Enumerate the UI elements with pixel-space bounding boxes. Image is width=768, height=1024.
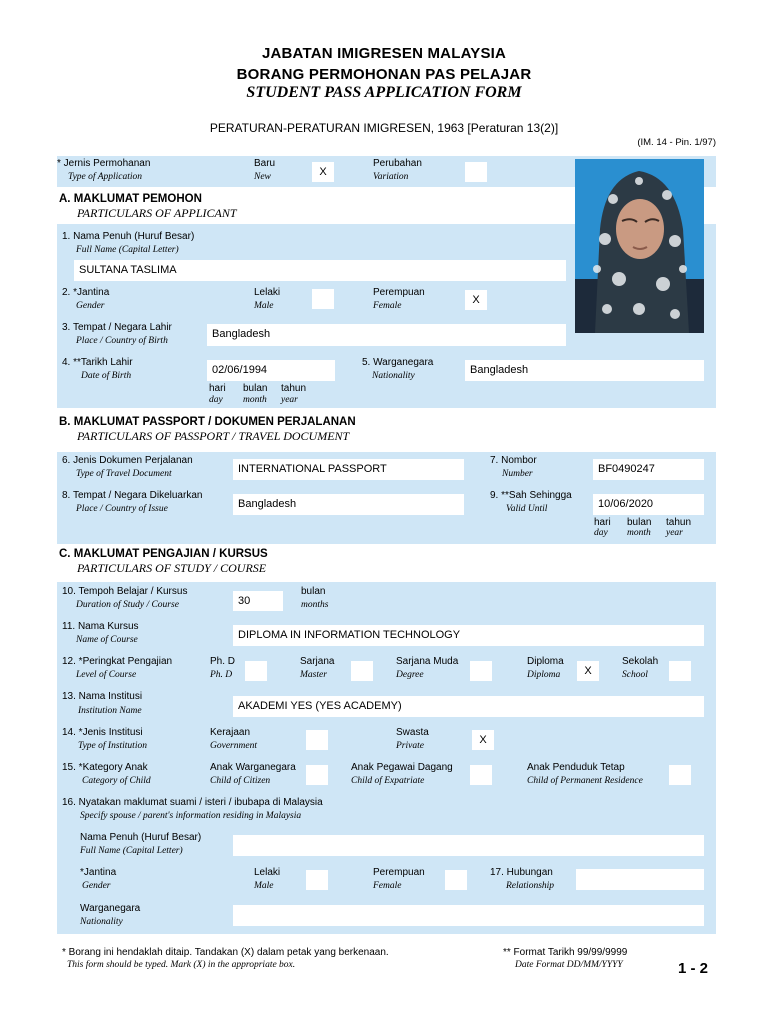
issue-place-label: 8. Tempat / Negara Dikeluarkan [62, 490, 203, 501]
dob-field[interactable]: 02/06/1994 [207, 360, 335, 381]
nationality-field[interactable]: Bangladesh [465, 360, 704, 381]
relationship-label-en: Relationship [506, 881, 555, 891]
child-pr-label-en: Child of Permanent Residence [527, 776, 643, 786]
level-label: 12. *Peringkat Pengajian [62, 656, 173, 667]
government-checkbox[interactable] [306, 730, 328, 750]
dob-year-label-en: year [281, 395, 298, 405]
footer-note: * Borang ini hendaklah ditaip. Tandakan (X) dalam petak yang berkenaan. [62, 947, 389, 958]
spouse-name-field[interactable] [233, 835, 704, 856]
spouse-female-label: Perempuan [373, 867, 425, 878]
application-type-label-en: Type of Application [68, 172, 143, 182]
new-checkbox[interactable]: X [312, 162, 334, 182]
birthplace-label-en: Place / Country of Birth [76, 336, 168, 346]
child-category-label-en: Category of Child [82, 776, 151, 786]
page-number: 1 - 2 [678, 960, 709, 977]
spouse-nationality-label: Warganegara [80, 903, 141, 914]
spouse-female-label-en: Female [373, 881, 402, 891]
new-label: Baru [254, 158, 276, 169]
male-checkbox[interactable] [312, 289, 334, 309]
level-master-checkbox[interactable] [351, 661, 373, 681]
footer-note-en: This form should be typed. Mark (X) in the appropriate box. [67, 960, 296, 970]
application-type-label: * Jernis Permohanan [57, 158, 151, 169]
government-label: Kerajaan [210, 727, 251, 738]
spouse-male-checkbox[interactable] [306, 870, 328, 890]
course-label-en: Name of Course [76, 635, 138, 645]
dob-month-label-en: month [243, 395, 267, 405]
child-expatriate-label-en: Child of Expatriate [351, 776, 425, 786]
spouse-info-label: 16. Nyatakan maklumat suami / isteri / ibubapa di Malaysia [62, 797, 323, 808]
level-degree-label-en: Degree [396, 670, 424, 680]
valid-until-label-en: Valid Until [506, 504, 548, 514]
level-phd-checkbox[interactable] [245, 661, 267, 681]
doc-number-label-en: Number [502, 469, 533, 479]
doc-type-label: 6. Jenis Dokumen Perjalanan [62, 455, 193, 466]
spouse-male-label-en: Male [254, 881, 274, 891]
months-label: bulan [301, 586, 326, 597]
birthplace-field[interactable]: Bangladesh [207, 324, 566, 346]
valid-year-label-en: year [666, 528, 683, 538]
level-diploma-label: Diploma [527, 656, 564, 667]
institution-type-label-en: Type of Institution [78, 741, 147, 751]
male-label: Lelaki [254, 287, 281, 298]
child-expatriate-label: Anak Pegawai Dagang [351, 762, 453, 773]
section-b-title-en: PARTICULARS OF PASSPORT / TRAVEL DOCUMENT [77, 429, 350, 443]
relationship-label: 17. Hubungan [490, 867, 553, 878]
duration-label: 10. Tempoh Belajar / Kursus [62, 586, 188, 597]
level-degree-checkbox[interactable] [470, 661, 492, 681]
form-authority-title: JABATAN IMIGRESEN MALAYSIA [261, 45, 507, 62]
dob-label-en: Date of Birth [81, 371, 132, 381]
valid-day-label: hari [594, 517, 611, 528]
full-name-label-en: Full Name (Capital Letter) [76, 245, 179, 255]
issue-place-label-en: Place / Country of Issue [76, 504, 168, 514]
female-checkbox[interactable]: X [465, 290, 487, 310]
child-citizen-label: Anak Warganegara [210, 762, 296, 773]
spouse-gender-label: *Jantina [80, 867, 117, 878]
institution-field[interactable]: AKADEMI YES (YES ACADEMY) [233, 696, 704, 717]
spouse-female-checkbox[interactable] [445, 870, 467, 890]
regulation-reference: PERATURAN-PERATURAN IMIGRESEN, 1963 [Peraturan 13(2)] [209, 121, 559, 135]
level-master-label: Sarjana [300, 656, 335, 667]
variation-checkbox[interactable] [465, 162, 487, 182]
date-format-note-en: Date Format DD/MM/YYYY [515, 960, 623, 970]
variation-label-en: Variation [373, 172, 409, 182]
section-a-title: A. MAKLUMAT PEMOHON [59, 193, 202, 205]
issue-place-field[interactable]: Bangladesh [233, 494, 464, 515]
spouse-gender-label-en: Gender [82, 881, 111, 891]
duration-field[interactable]: 30 [233, 591, 283, 611]
female-label: Perempuan [373, 287, 425, 298]
section-b-title: B. MAKLUMAT PASSPORT / DOKUMEN PERJALANAN [59, 416, 356, 428]
spouse-male-label: Lelaki [254, 867, 281, 878]
child-category-label: 15. *Kategory Anak [62, 762, 148, 773]
applicant-photo [575, 159, 704, 333]
level-phd-label-en: Ph. D [210, 670, 233, 680]
level-degree-label: Sarjana Muda [396, 656, 459, 667]
nationality-label: 5. Warganegara [362, 357, 434, 368]
dob-day-label: hari [209, 383, 226, 394]
level-label-en: Level of Course [76, 670, 137, 680]
level-school-label: Sekolah [622, 656, 659, 667]
valid-until-label: 9. **Sah Sehingga [490, 490, 572, 501]
private-checkbox[interactable]: X [472, 730, 494, 750]
level-phd-label: Ph. D [210, 656, 236, 667]
level-master-label-en: Master [300, 670, 327, 680]
date-format-note: ** Format Tarikh 99/99/9999 [503, 947, 628, 958]
level-diploma-label-en: Diploma [527, 670, 561, 680]
relationship-field[interactable] [576, 869, 704, 890]
institution-type-label: 14. *Jenis Institusi [62, 727, 143, 738]
new-label-en: New [254, 172, 271, 182]
variation-label: Perubahan [373, 158, 422, 169]
institution-label-en: Institution Name [78, 706, 142, 716]
section-c-title-en: PARTICULARS OF STUDY / COURSE [77, 561, 267, 575]
section-a-title-en: PARTICULARS OF APPLICANT [77, 206, 237, 220]
applicant-photo-image [575, 159, 704, 333]
months-label-en: months [301, 600, 329, 610]
doc-type-label-en: Type of Travel Document [76, 469, 172, 479]
full-name-label: 1. Nama Penuh (Huruf Besar) [62, 231, 195, 242]
valid-until-field[interactable]: 10/06/2020 [593, 494, 704, 515]
duration-label-en: Duration of Study / Course [76, 600, 179, 610]
course-field[interactable]: DIPLOMA IN INFORMATION TECHNOLOGY [233, 625, 704, 646]
form-title-english: STUDENT PASS APPLICATION FORM [246, 84, 522, 101]
child-citizen-checkbox[interactable] [306, 765, 328, 785]
child-pr-label: Anak Penduduk Tetap [527, 762, 625, 773]
nationality-label-en: Nationality [372, 371, 415, 381]
private-label-en: Private [396, 741, 424, 751]
form-code: (IM. 14 - Pin. 1/97) [637, 137, 716, 148]
section-c-title: C. MAKLUMAT PENGAJIAN / KURSUS [59, 548, 268, 560]
valid-month-label-en: month [627, 528, 651, 538]
dob-label: 4. **Tarikh Lahir [62, 357, 133, 368]
female-label-en: Female [373, 301, 402, 311]
dob-month-label: bulan [243, 383, 268, 394]
doc-number-label: 7. Nombor [490, 455, 537, 466]
form-title-malay: BORANG PERMOHONAN PAS PELAJAR [236, 66, 532, 83]
valid-month-label: bulan [627, 517, 652, 528]
spouse-nationality-field[interactable] [233, 905, 704, 926]
male-label-en: Male [254, 301, 274, 311]
institution-label: 13. Nama Institusi [62, 691, 143, 702]
spouse-name-label: Nama Penuh (Huruf Besar) [80, 832, 202, 843]
child-citizen-label-en: Child of Citizen [210, 776, 271, 786]
spouse-nationality-label-en: Nationality [80, 917, 123, 927]
level-school-label-en: School [622, 670, 648, 680]
gender-label-en: Gender [76, 301, 105, 311]
valid-year-label: tahun [666, 517, 692, 528]
dob-year-label: tahun [281, 383, 307, 394]
full-name-field[interactable]: SULTANA TASLIMA [74, 260, 566, 281]
government-label-en: Government [210, 741, 257, 751]
level-diploma-checkbox[interactable]: X [577, 661, 599, 681]
child-expatriate-checkbox[interactable] [470, 765, 492, 785]
course-label: 11. Nama Kursus [62, 621, 139, 632]
level-school-checkbox[interactable] [669, 661, 691, 681]
valid-day-label-en: day [594, 528, 608, 538]
private-label: Swasta [396, 727, 429, 738]
birthplace-label: 3. Tempat / Negara Lahir [62, 322, 172, 333]
dob-day-label-en: day [209, 395, 223, 405]
child-pr-checkbox[interactable] [669, 765, 691, 785]
spouse-info-label-en: Specify spouse / parent's information residing in Malaysia [80, 811, 302, 821]
spouse-name-label-en: Full Name (Capital Letter) [80, 846, 183, 856]
doc-type-field[interactable]: INTERNATIONAL PASSPORT [233, 459, 464, 480]
doc-number-field[interactable]: BF0490247 [593, 459, 704, 480]
gender-label: 2. *Jantina [62, 287, 110, 298]
